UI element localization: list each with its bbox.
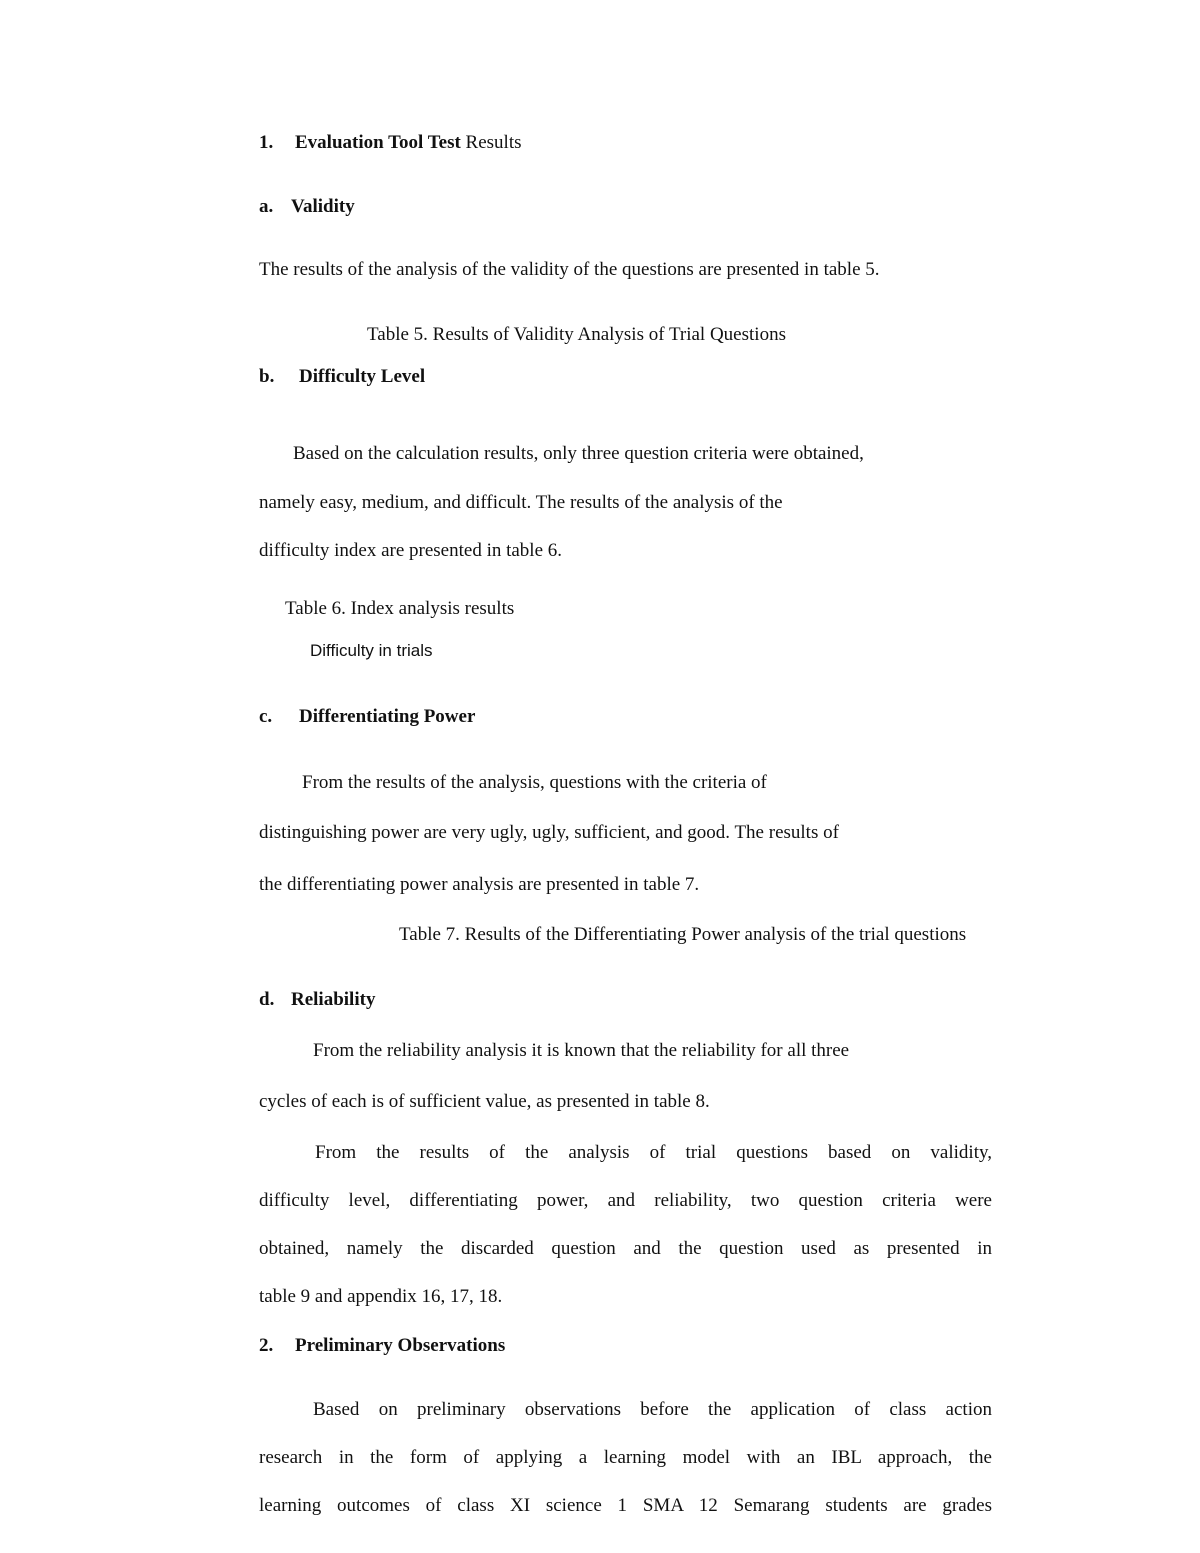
preliminary-paragraph-line-1: Based on preliminary observations before the application of class action [313, 1399, 992, 1420]
preliminary-paragraph-line-2: research in the form of applying a learning model with an IBL approach, the [259, 1447, 992, 1468]
section-1-title-rest: Results [460, 132, 522, 153]
section-2-heading [259, 1334, 505, 1358]
section-2-number: 2. [259, 1335, 274, 1356]
validity-letter: a. [259, 196, 274, 217]
differentiating-heading-text: Differentiating Power [299, 706, 476, 727]
reliability-heading [259, 988, 375, 1012]
differentiating-letter: c. [259, 706, 273, 727]
differentiating-paragraph-line-1: From the results of the analysis, questions with the criteria of [302, 772, 767, 793]
validity-paragraph: The results of the analysis of the validity of the questions are presented in table 5. [259, 259, 880, 280]
difficulty-letter: b. [259, 366, 275, 387]
table-7-caption: Table 7. Results of the Differentiating Power analysis of the trial questions [399, 924, 967, 945]
summary-paragraph-line-1: From the results of the analysis of trial questions based on validity, [315, 1142, 992, 1163]
summary-paragraph-line-3: obtained, namely the discarded question and the question used as presented in [259, 1238, 992, 1259]
difficulty-paragraph-line-3: difficulty index are presented in table 6. [259, 540, 563, 561]
table-6-caption-line-2: Difficulty in trials [310, 641, 433, 660]
differentiating-paragraph-line-3: the differentiating power analysis are presented in table 7. [259, 874, 700, 895]
difficulty-heading [259, 365, 425, 389]
difficulty-heading-text: Difficulty Level [299, 366, 426, 387]
reliability-letter: d. [259, 989, 275, 1010]
preliminary-paragraph-line-3: learning outcomes of class XI science 1 SMA 12 Semarang students are grades [259, 1495, 992, 1516]
reliability-paragraph-line-2: cycles of each is of sufficient value, as presented in table 8. [259, 1091, 710, 1112]
differentiating-paragraph-line-2: distinguishing power are very ugly, ugly, sufficient, and good. The results of [259, 822, 839, 843]
validity-heading [259, 195, 355, 219]
section-1-title-bold: Evaluation Tool Test [295, 132, 461, 153]
summary-paragraph-line-2: difficulty level, differentiating power, and reliability, two question criteria were [259, 1190, 992, 1211]
table-6-caption: Table 6. Index analysis results [285, 598, 515, 619]
difficulty-paragraph-line-1: Based on the calculation results, only three question criteria were obtained, [293, 443, 864, 464]
section-1-number: 1. [259, 132, 274, 153]
reliability-heading-text: Reliability [291, 989, 376, 1010]
section-2-title: Preliminary Observations [295, 1335, 506, 1356]
validity-heading-text: Validity [291, 196, 355, 217]
reliability-paragraph-line-1: From the reliability analysis it is known that the reliability for all three [313, 1040, 850, 1061]
difficulty-paragraph-line-2: namely easy, medium, and difficult. The results of the analysis of the [259, 492, 783, 513]
summary-paragraph-line-4: table 9 and appendix 16, 17, 18. [259, 1286, 503, 1307]
table-5-caption: Table 5. Results of Validity Analysis of Trial Questions [367, 324, 786, 345]
differentiating-heading [259, 705, 475, 729]
section-1-heading [259, 131, 522, 155]
